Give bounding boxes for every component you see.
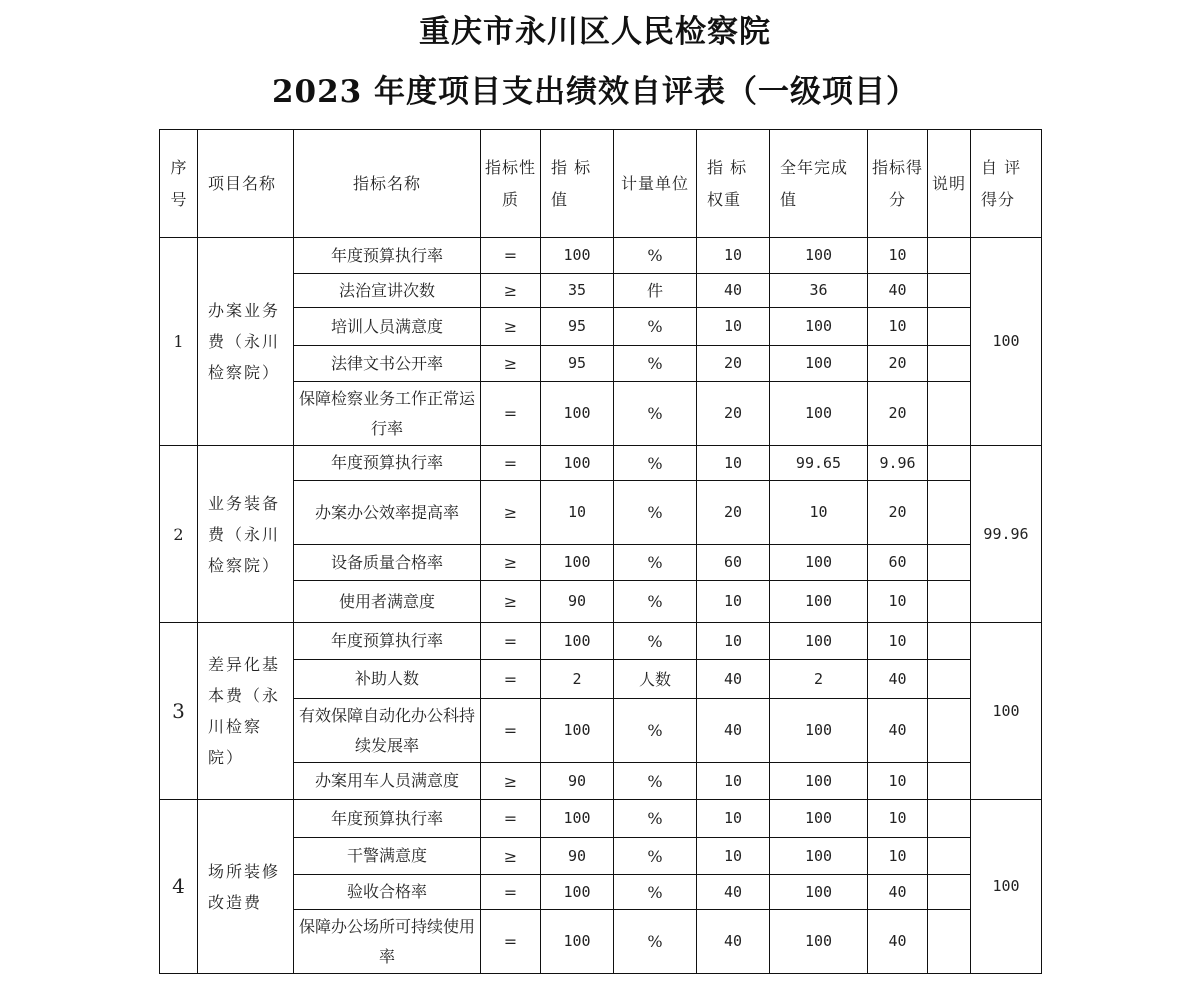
indicator-weight: 60	[697, 545, 770, 581]
row-seq: 3	[160, 623, 198, 800]
header-self-score: 自 评 得分	[971, 130, 1042, 238]
header-actual: 全年完成值	[770, 130, 868, 238]
indicator-name: 使用者满意度	[294, 581, 481, 623]
indicator-score: 10	[868, 623, 928, 660]
indicator-value: 100	[541, 699, 614, 763]
indicator-score: 10	[868, 581, 928, 623]
header-seq: 序号	[160, 130, 198, 238]
indicator-unit: %	[614, 581, 697, 623]
indicator-name: 年度预算执行率	[294, 238, 481, 274]
indicator-weight: 40	[697, 660, 770, 699]
indicator-name: 有效保障自动化办公科持续发展率	[294, 699, 481, 763]
indicator-nature: =	[481, 623, 541, 660]
indicator-score: 40	[868, 274, 928, 308]
indicator-unit: %	[614, 623, 697, 660]
indicator-value: 100	[541, 800, 614, 838]
indicator-value: 100	[541, 545, 614, 581]
performance-table	[159, 129, 1042, 974]
indicator-name: 法治宣讲次数	[294, 274, 481, 308]
indicator-score: 20	[868, 481, 928, 545]
indicator-unit: %	[614, 308, 697, 346]
indicator-name: 年度预算执行率	[294, 623, 481, 660]
indicator-score: 60	[868, 545, 928, 581]
indicator-note	[928, 875, 971, 910]
indicator-actual: 100	[770, 699, 868, 763]
indicator-value: 10	[541, 481, 614, 545]
header-indicator: 指标名称	[294, 130, 481, 238]
indicator-name: 设备质量合格率	[294, 545, 481, 581]
indicator-nature: ≥	[481, 763, 541, 800]
table-header-row	[160, 130, 1042, 238]
indicator-name: 干警满意度	[294, 838, 481, 875]
indicator-actual: 36	[770, 274, 868, 308]
indicator-score: 9.96	[868, 446, 928, 481]
indicator-nature: ≥	[481, 481, 541, 545]
indicator-unit: %	[614, 481, 697, 545]
header-value: 指 标 值	[541, 130, 614, 238]
indicator-actual: 100	[770, 346, 868, 382]
indicator-actual: 100	[770, 623, 868, 660]
indicator-value: 95	[541, 346, 614, 382]
project-name: 办案业务费（永川检察院）	[198, 238, 294, 446]
document-subtitle: 2023 年度项目支出绩效自评表（一级项目）	[271, 74, 919, 110]
indicator-note	[928, 838, 971, 875]
table-row	[160, 238, 1042, 274]
indicator-nature: =	[481, 238, 541, 274]
indicator-nature: =	[481, 446, 541, 481]
indicator-score: 40	[868, 910, 928, 974]
self-score: 99.96	[971, 446, 1042, 623]
header-project: 项目名称	[198, 130, 294, 238]
indicator-value: 90	[541, 581, 614, 623]
indicator-actual: 2	[770, 660, 868, 699]
indicator-score: 40	[868, 699, 928, 763]
indicator-weight: 10	[697, 763, 770, 800]
row-seq: 2	[160, 446, 198, 623]
table-body	[160, 238, 1042, 974]
indicator-unit: %	[614, 238, 697, 274]
indicator-weight: 10	[697, 800, 770, 838]
indicator-unit: %	[614, 699, 697, 763]
indicator-note	[928, 699, 971, 763]
indicator-unit: %	[614, 346, 697, 382]
indicator-unit: 件	[614, 274, 697, 308]
indicator-note	[928, 382, 971, 446]
indicator-weight: 20	[697, 481, 770, 545]
indicator-weight: 20	[697, 382, 770, 446]
indicator-actual: 100	[770, 382, 868, 446]
indicator-name: 法律文书公开率	[294, 346, 481, 382]
indicator-note	[928, 800, 971, 838]
indicator-actual: 100	[770, 838, 868, 875]
indicator-weight: 10	[697, 446, 770, 481]
indicator-score: 10	[868, 838, 928, 875]
row-seq: 4	[160, 800, 198, 974]
indicator-value: 35	[541, 274, 614, 308]
indicator-nature: ≥	[481, 581, 541, 623]
header-nature: 指标性质	[481, 130, 541, 238]
project-name: 差异化基本费（永川检察院）	[198, 623, 294, 800]
indicator-nature: =	[481, 910, 541, 974]
indicator-nature: ≥	[481, 545, 541, 581]
indicator-actual: 100	[770, 308, 868, 346]
project-name: 业务装备费（永川检察院）	[198, 446, 294, 623]
indicator-score: 10	[868, 800, 928, 838]
indicator-unit: %	[614, 545, 697, 581]
indicator-nature: =	[481, 875, 541, 910]
indicator-weight: 40	[697, 699, 770, 763]
indicator-note	[928, 481, 971, 545]
indicator-value: 100	[541, 238, 614, 274]
indicator-actual: 100	[770, 800, 868, 838]
indicator-note	[928, 274, 971, 308]
indicator-weight: 20	[697, 346, 770, 382]
indicator-nature: =	[481, 382, 541, 446]
indicator-value: 95	[541, 308, 614, 346]
indicator-name: 补助人数	[294, 660, 481, 699]
indicator-name: 办案用车人员满意度	[294, 763, 481, 800]
header-weight: 指 标 权重	[697, 130, 770, 238]
indicator-name: 保障检察业务工作正常运行率	[294, 382, 481, 446]
indicator-actual: 99.65	[770, 446, 868, 481]
indicator-note	[928, 545, 971, 581]
indicator-score: 10	[868, 308, 928, 346]
indicator-weight: 10	[697, 238, 770, 274]
indicator-value: 100	[541, 910, 614, 974]
indicator-note	[928, 238, 971, 274]
indicator-actual: 10	[770, 481, 868, 545]
indicator-unit: %	[614, 763, 697, 800]
indicator-note	[928, 346, 971, 382]
indicator-weight: 40	[697, 910, 770, 974]
indicator-name: 验收合格率	[294, 875, 481, 910]
indicator-actual: 100	[770, 875, 868, 910]
indicator-note	[928, 763, 971, 800]
indicator-weight: 40	[697, 875, 770, 910]
indicator-unit: %	[614, 910, 697, 974]
indicator-unit: %	[614, 838, 697, 875]
self-score: 100	[971, 238, 1042, 446]
indicator-note	[928, 660, 971, 699]
indicator-score: 20	[868, 346, 928, 382]
indicator-note	[928, 623, 971, 660]
table-row	[160, 446, 1042, 481]
indicator-name: 培训人员满意度	[294, 308, 481, 346]
table-row	[160, 623, 1042, 660]
indicator-unit: %	[614, 382, 697, 446]
indicator-value: 100	[541, 382, 614, 446]
indicator-nature: =	[481, 699, 541, 763]
header-unit: 计量单位	[614, 130, 697, 238]
indicator-weight: 10	[697, 623, 770, 660]
indicator-score: 40	[868, 875, 928, 910]
row-seq: 1	[160, 238, 198, 446]
indicator-note	[928, 446, 971, 481]
indicator-value: 100	[541, 875, 614, 910]
self-score: 100	[971, 623, 1042, 800]
indicator-score: 20	[868, 382, 928, 446]
indicator-nature: ≥	[481, 838, 541, 875]
indicator-note	[928, 581, 971, 623]
indicator-score: 10	[868, 763, 928, 800]
indicator-weight: 40	[697, 274, 770, 308]
indicator-value: 90	[541, 763, 614, 800]
indicator-nature: =	[481, 800, 541, 838]
indicator-value: 100	[541, 446, 614, 481]
indicator-name: 保障办公场所可持续使用率	[294, 910, 481, 974]
indicator-name: 年度预算执行率	[294, 446, 481, 481]
indicator-nature: =	[481, 660, 541, 699]
table-row	[160, 800, 1042, 838]
indicator-note	[928, 910, 971, 974]
indicator-value: 100	[541, 623, 614, 660]
indicator-actual: 100	[770, 545, 868, 581]
indicator-nature: ≥	[481, 308, 541, 346]
header-note: 说明	[928, 130, 971, 238]
indicator-actual: 100	[770, 910, 868, 974]
indicator-unit: %	[614, 800, 697, 838]
indicator-nature: ≥	[481, 346, 541, 382]
indicator-note	[928, 308, 971, 346]
document-title: 重庆市永川区人民检察院	[419, 14, 771, 50]
indicator-actual: 100	[770, 238, 868, 274]
project-name: 场所装修改造费	[198, 800, 294, 974]
self-score: 100	[971, 800, 1042, 974]
indicator-weight: 10	[697, 838, 770, 875]
header-score: 指标得分	[868, 130, 928, 238]
indicator-unit: %	[614, 446, 697, 481]
indicator-unit: %	[614, 875, 697, 910]
indicator-value: 2	[541, 660, 614, 699]
indicator-score: 10	[868, 238, 928, 274]
indicator-weight: 10	[697, 581, 770, 623]
indicator-score: 40	[868, 660, 928, 699]
indicator-value: 90	[541, 838, 614, 875]
indicator-actual: 100	[770, 581, 868, 623]
indicator-name: 办案办公效率提高率	[294, 481, 481, 545]
indicator-name: 年度预算执行率	[294, 800, 481, 838]
indicator-weight: 10	[697, 308, 770, 346]
indicator-unit: 人数	[614, 660, 697, 699]
indicator-actual: 100	[770, 763, 868, 800]
indicator-nature: ≥	[481, 274, 541, 308]
